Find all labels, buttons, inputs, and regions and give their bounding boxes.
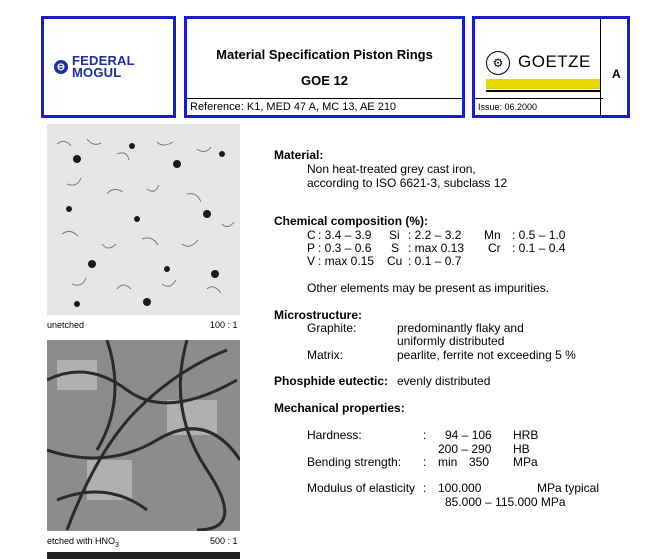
chem-cr-label: Cr	[488, 241, 501, 255]
chem-cr-value: : 0.1 – 0.4	[512, 241, 566, 255]
chem-v-value: : max 0.15	[318, 254, 375, 268]
goetze-emblem-icon: ⚙	[486, 51, 510, 75]
hardness-label: Hardness:	[307, 428, 362, 442]
bending-min: min	[438, 455, 458, 469]
graphite-label: Graphite:	[307, 321, 357, 335]
bending-label: Bending strength:	[307, 455, 402, 469]
hardness-hb-value: 200 – 290	[438, 442, 492, 456]
chem-si-value: : 2.2 – 3.2	[408, 228, 462, 242]
issue-date: Issue: 06.2000	[475, 98, 603, 115]
graphite-flakes-image	[47, 124, 240, 315]
federal-mogul-logo	[54, 55, 135, 79]
chem-s-label: S	[391, 241, 400, 255]
chem-cu-value: : 0.1 – 0.7	[408, 254, 462, 268]
graphite-line2: uniformly distributed	[397, 334, 505, 348]
chem-cu-label: Cu	[387, 254, 403, 268]
micrograph-unetched	[47, 124, 240, 315]
goetze-yellow-bar	[486, 79, 600, 89]
modulus-unit: MPa typical	[537, 481, 600, 495]
caption-etched-subscript: 3	[115, 541, 119, 549]
goetze-wordmark: GOETZE	[518, 52, 591, 71]
chem-c-value: : 3.4 – 3.9	[318, 228, 372, 242]
federal-mogul-line1: FEDERAL	[72, 53, 135, 68]
bending-value: 350	[469, 455, 490, 469]
graphite-line1: predominantly flaky and	[397, 321, 524, 335]
chem-mn-label: Mn	[484, 228, 501, 242]
etched-structure-image	[47, 340, 240, 531]
modulus-range: 85.000 – 115.000 MPa	[445, 495, 566, 509]
material-line2: according to ISO 6621-3, subclass 12	[307, 176, 508, 190]
chemical-heading: Chemical composition (%):	[274, 214, 429, 228]
title-box	[184, 16, 465, 118]
chem-p-value: : 0.3 – 0.6	[318, 241, 372, 255]
hardness-hrb-value: 94 – 106	[445, 428, 492, 442]
microstructure-heading: Microstructure:	[274, 308, 363, 322]
caption-unetched: unetched	[47, 320, 85, 330]
micrograph-next	[47, 552, 240, 559]
bending-colon: :	[423, 455, 427, 469]
document-title: Material Specification Piston Rings	[216, 47, 433, 62]
chem-v-label: V	[307, 254, 316, 268]
matrix-value: pearlite, ferrite not exceeding 5 %	[397, 348, 576, 362]
hardness-hrb-unit: HRB	[513, 428, 539, 442]
modulus-value: 100.000	[438, 481, 482, 495]
matrix-label: Matrix:	[307, 348, 343, 362]
modulus-colon: :	[423, 481, 427, 495]
federal-mogul-emblem-icon: ⊖	[54, 60, 68, 74]
revision-letter: A	[612, 67, 621, 81]
chem-mn-value: : 0.5 – 1.0	[512, 228, 566, 242]
phosphide-value: evenly distributed	[397, 374, 491, 388]
federal-mogul-line2: MOGUL	[72, 65, 122, 80]
modulus-label: Modulus of elasticity	[307, 481, 416, 495]
magnification-500: 500 : 1	[210, 536, 238, 546]
chem-c-label: C	[307, 228, 316, 242]
chem-s-value: : max 0.13	[408, 241, 465, 255]
reference-line: Reference: K1, MED 47 A, MC 13, AE 210	[187, 98, 462, 115]
impurities-note: Other elements may be present as impurities.	[307, 281, 550, 295]
federal-mogul-logo-box	[41, 16, 176, 118]
caption-etched-text: etched with HNO	[47, 536, 116, 546]
goetze-box	[472, 16, 630, 118]
goetze-black-line	[486, 90, 600, 92]
chem-p-label: P	[307, 241, 316, 255]
hardness-colon: :	[423, 428, 427, 442]
bending-unit: MPa	[513, 455, 538, 469]
phosphide-heading: Phosphide eutectic:	[274, 374, 389, 388]
material-code: GOE 12	[301, 73, 348, 88]
magnification-100: 100 : 1	[210, 320, 238, 330]
material-line1: Non heat-treated grey cast iron,	[307, 162, 476, 176]
mechanical-heading: Mechanical properties:	[274, 401, 405, 415]
caption-etched	[47, 536, 119, 549]
chem-si-label: Si	[389, 228, 400, 242]
federal-mogul-wordmark	[72, 55, 135, 79]
micrograph-etched	[47, 340, 240, 531]
goetze-logo	[482, 47, 600, 93]
material-heading: Material:	[274, 148, 324, 162]
hardness-hb-unit: HB	[513, 442, 530, 456]
